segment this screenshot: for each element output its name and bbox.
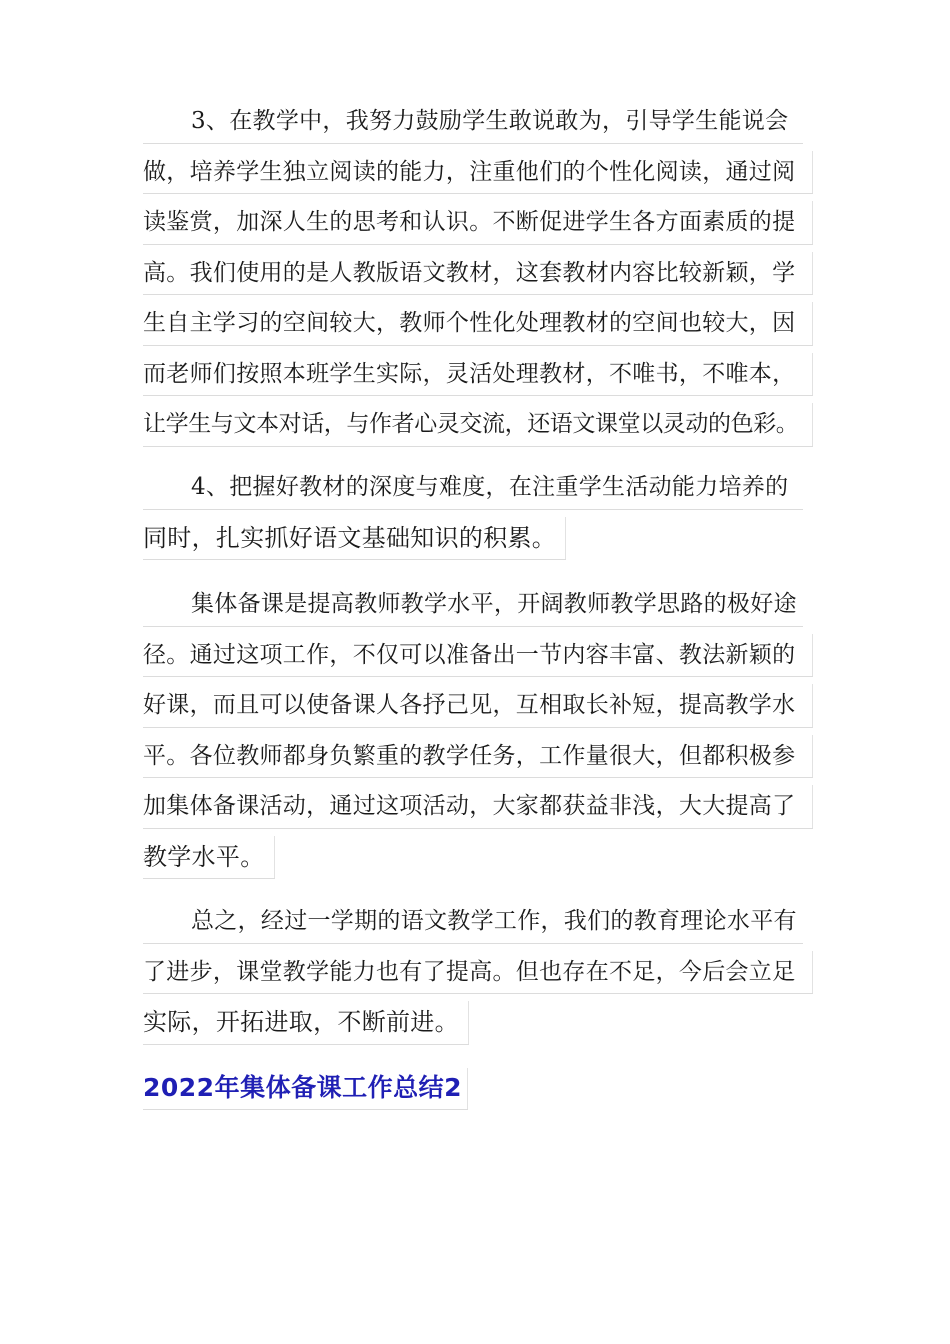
- line-text: 高。我们使用的是人教版语文教材，这套教材内容比较新颖，学: [143, 259, 796, 286]
- paragraph-line: [143, 832, 275, 883]
- paragraph-line: [143, 731, 813, 782]
- paragraph-4: [143, 896, 813, 1052]
- paragraph-line: [143, 896, 803, 947]
- paragraph-line-wrap: [143, 997, 813, 1052]
- line-text: 好课，而且可以使备课人各抒己见，互相取长补短，提高教学水: [143, 692, 796, 718]
- paragraph-line: [143, 96, 803, 147]
- paragraph-line: [143, 513, 566, 564]
- paragraph-line: [143, 680, 813, 731]
- line-text: 而老师们按照本班学生实际，灵活处理教材，不唯书，不唯本，: [143, 360, 796, 387]
- line-text: 教学水平。: [143, 842, 265, 871]
- paragraph-2: [143, 462, 813, 567]
- line-text: 总之，经过一学期的语文教学工作，我们的教育理论水平有: [191, 908, 797, 934]
- line-text: 生自主学习的空间较大，教师个性化处理教材的空间也较大，因: [143, 310, 796, 336]
- line-text: 实际，开拓进取，不断前进。: [143, 1008, 459, 1036]
- paragraph-line: [143, 781, 813, 832]
- section-heading: 2022年集体备课工作总结2: [143, 1064, 468, 1112]
- paragraph-line: [143, 197, 813, 248]
- paragraph-1: [143, 96, 813, 450]
- paragraph-line: [143, 579, 803, 630]
- paragraph-line: [143, 248, 813, 299]
- paragraph-line: [143, 997, 469, 1048]
- paragraph-line-wrap: [143, 513, 813, 568]
- paragraph-line: [143, 399, 813, 450]
- line-text: 做，培养学生独立阅读的能力，注重他们的个性化阅读，通过阅: [143, 158, 796, 185]
- line-text: 读鉴赏，加深人生的思考和认识。不断促进学生各方面素质的提: [143, 209, 796, 235]
- line-text: 让学生与文本对话，与作者心灵交流，还语文课堂以灵动的色彩。: [143, 411, 799, 437]
- paragraph-3: [143, 579, 813, 886]
- paragraph-line: [143, 147, 813, 198]
- line-text: 径。通过这项工作，不仅可以准备出一节内容丰富、教法新颖的: [143, 641, 796, 668]
- paragraph-line: [143, 298, 813, 349]
- paragraph-line-wrap: [143, 832, 813, 887]
- paragraph-line: [143, 462, 803, 513]
- line-text: 同时，扎实抓好语文基础知识的积累。: [143, 523, 557, 552]
- line-text: 平。各位教师都身负繁重的教学任务，工作量很大，但都积极参: [143, 742, 796, 769]
- line-text: 了进步，课堂教学能力也有了提高。但也存在不足，今后会立足: [143, 958, 796, 985]
- paragraph-line: [143, 349, 813, 400]
- line-text: 4、把握好教材的深度与难度，在注重学生活动能力培养的: [191, 474, 789, 500]
- line-text: 加集体备课活动，通过这项活动，大家都获益非浅，大大提高了: [143, 793, 796, 819]
- line-text: 集体备课是提高教师教学水平，开阔教师教学思路的极好途: [191, 591, 797, 617]
- paragraph-line: [143, 630, 813, 681]
- line-text: 3、在教学中，我努力鼓励学生敢说敢为，引导学生能说会: [191, 108, 789, 134]
- paragraph-line: [143, 947, 813, 998]
